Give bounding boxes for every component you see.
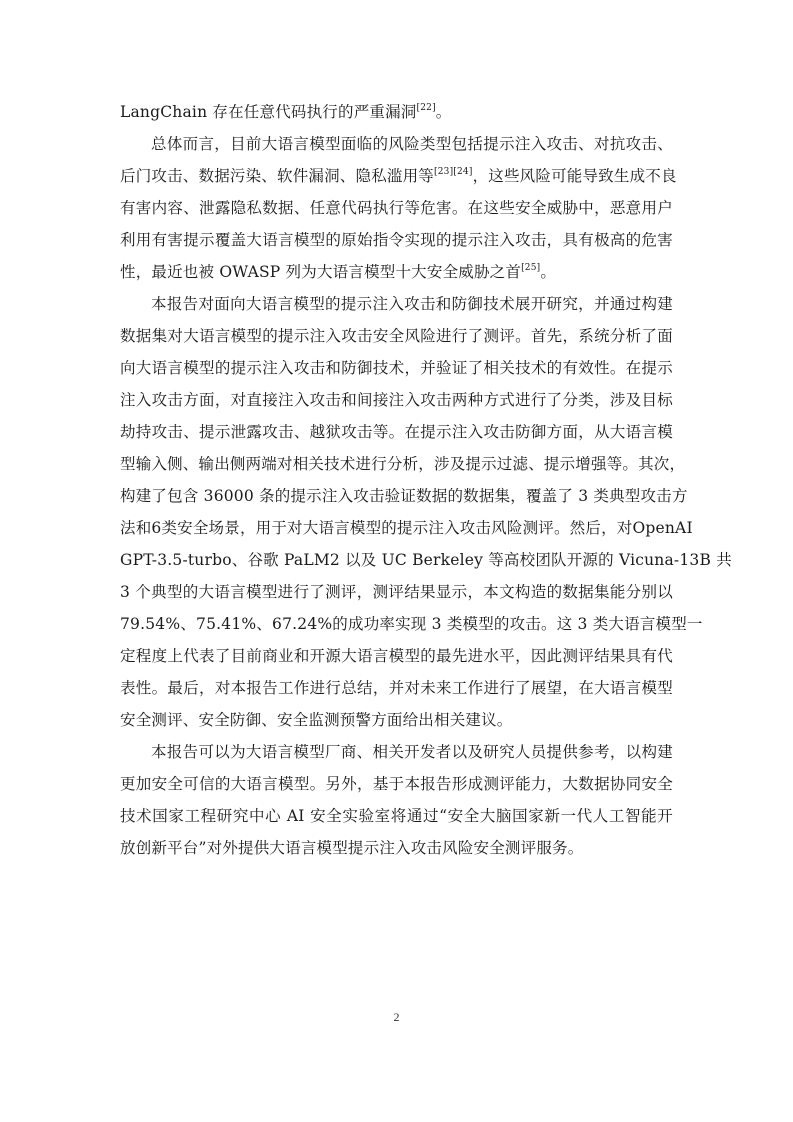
text-segment: 型输入侧、输出侧两端对相关技术进行分析，涉及提示过滤、提示增强等。其次， — [120, 455, 686, 473]
text-segment: 数据集对大语言模型的提示注入攻击安全风险进行了测评。首先，系统分析了面 — [120, 327, 673, 345]
text-segment: 更加安全可信的大语言模型。另外，基于本报告形成测评能力，大数据协同安全 — [120, 775, 673, 793]
text-line — [120, 544, 732, 576]
text-segment: 。 — [435, 103, 452, 121]
text-line — [120, 256, 673, 288]
text-segment: 79.54%、75.41%、67.24%的成功率实现 3 类模型的攻击。这 3 类大语言模型一 — [120, 615, 703, 633]
text-segment: 有害内容、泄露隐私数据、任意代码执行等危害。在这些安全威胁中，恶意用户 — [120, 199, 673, 217]
text-segment: 总体而言，目前大语言模型面临的风险类型包括提示注入攻击、对抗攻击、 — [151, 135, 673, 153]
text-line — [120, 832, 673, 864]
text-segment: GPT-3.5-turbo、谷歌 PaLM2 以及 UC Berkeley 等高校团队开源的 Vicuna-13B 共 — [120, 551, 732, 569]
text-line — [120, 448, 686, 480]
text-line — [120, 768, 673, 800]
text-line — [120, 704, 673, 736]
text-line — [120, 512, 693, 544]
text-segment: 劫持攻击、提示泄露攻击、越狱攻击等。在提示注入攻击防御方面，从大语言模 — [120, 423, 673, 441]
text-segment: 定程度上代表了目前商业和开源大语言模型的最先进水平，因此测评结果具有代 — [120, 647, 673, 665]
text-line — [120, 640, 673, 672]
text-line — [120, 416, 673, 448]
paragraph — [120, 96, 673, 128]
text-segment: 向大语言模型的提示注入攻击和防御技术，并验证了相关技术的有效性。在提示 — [120, 359, 673, 377]
text-segment: 3 个典型的大语言模型进行了测评，测评结果显示，本文构造的数据集能分别以 — [120, 583, 673, 601]
text-line — [120, 672, 673, 704]
paragraph — [120, 288, 732, 736]
text-line — [120, 224, 673, 256]
text-segment: 技术国家工程研究中心 AI 安全实验室将通过“安全大脑国家新一代人工智能开 — [120, 807, 673, 825]
paragraph — [120, 736, 673, 864]
text-line — [120, 160, 677, 192]
text-segment: 法和6类安全场景，用于对大语言模型的提示注入攻击风险测评。然后，对OpenAI — [120, 519, 693, 537]
text-line — [120, 480, 688, 512]
text-line — [120, 736, 673, 768]
text-segment: ，这些风险可能导致生成不良 — [472, 167, 677, 185]
text-line — [120, 288, 673, 320]
text-segment: 后门攻击、数据污染、软件漏洞、隐私滥用等 — [120, 167, 435, 185]
text-line — [120, 384, 673, 416]
text-line — [120, 128, 673, 160]
text-line — [120, 192, 673, 224]
text-segment: 安全测评、安全防御、安全监测预警方面给出相关建议。 — [120, 711, 513, 729]
text-segment: 构建了包含 36000 条的提示注入攻击验证数据的数据集，覆盖了 3 类典型攻击方 — [120, 487, 688, 505]
citation-ref: [22] — [416, 103, 436, 113]
text-segment: 注入攻击方面，对直接注入攻击和间接注入攻击两种方式进行了分类，涉及目标 — [120, 391, 673, 409]
citation-ref: [25] — [521, 263, 541, 273]
body-text — [120, 96, 732, 864]
text-segment: 本报告可以为大语言模型厂商、相关开发者以及研究人员提供参考，以构建 — [151, 743, 673, 761]
text-line — [120, 96, 673, 128]
text-line — [120, 800, 673, 832]
text-segment: 本报告对面向大语言模型的提示注入攻击和防御技术展开研究，并通过构建 — [151, 295, 673, 313]
citation-ref: [23][24] — [434, 167, 473, 177]
text-segment: 表性。最后，对本报告工作进行总结，并对未来工作进行了展望，在大语言模型 — [120, 679, 673, 697]
text-segment: LangChain 存在任意代码执行的严重漏洞 — [120, 103, 417, 121]
text-segment: 。 — [540, 263, 557, 281]
page-number: 2 — [393, 1010, 400, 1024]
text-line — [120, 608, 703, 640]
text-line — [120, 352, 673, 384]
text-line — [120, 576, 673, 608]
text-segment: 性，最近也被 OWASP 列为大语言模型十大安全威胁之首 — [120, 263, 522, 281]
text-line — [120, 320, 673, 352]
text-segment: 利用有害提示覆盖大语言模型的原始指令实现的提示注入攻击，具有极高的危害 — [120, 231, 673, 249]
paragraph — [120, 128, 677, 288]
text-segment: 放创新平台”对外提供大语言模型提示注入攻击风险安全测评服务。 — [120, 839, 584, 857]
